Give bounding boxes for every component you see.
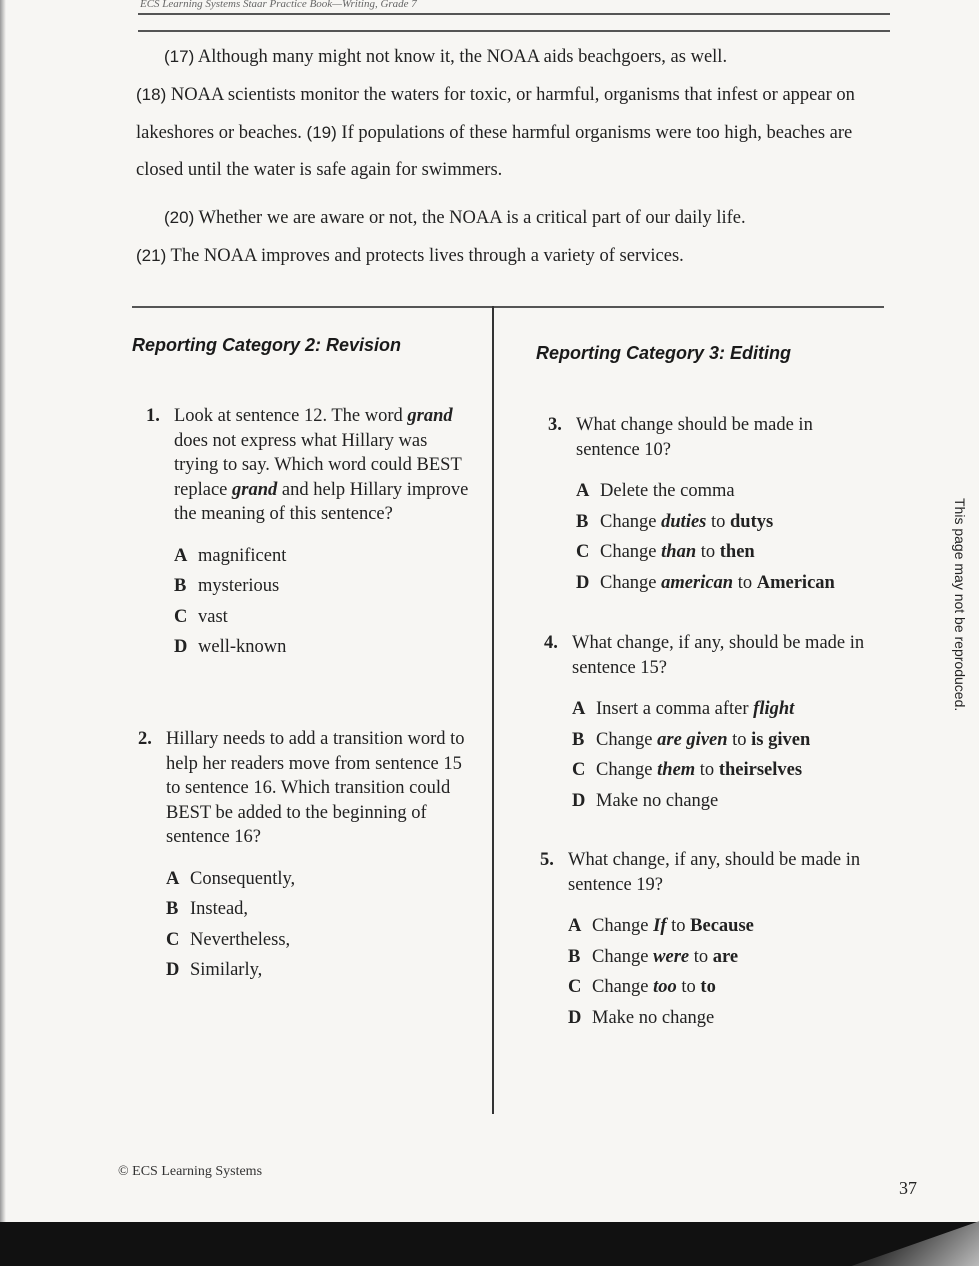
choice-text: to: [666, 916, 691, 936]
question-number: 1.: [146, 406, 160, 426]
choice-original: duties: [661, 511, 707, 532]
sentence-number: (17): [164, 47, 195, 66]
choice-original: american: [661, 572, 734, 593]
sentence-number: (20): [164, 208, 195, 227]
sentence-text: NOAA scientists monitor the waters for toxic, or harmful, organisms that infest or appear on lakeshores or beaches.: [136, 85, 855, 143]
choice-replacement: is given: [751, 729, 811, 750]
choice-letter: D: [576, 572, 590, 593]
sentence-number: (21): [136, 246, 167, 265]
choice-text: well-known: [198, 637, 287, 657]
passage-paragraph: [136, 199, 856, 275]
answer-choice[interactable]: [572, 725, 878, 756]
question-1: [146, 404, 476, 663]
answer-choice[interactable]: [576, 537, 878, 568]
choice-replacement: American: [756, 572, 835, 593]
choice-letter: B: [166, 899, 179, 919]
answer-choice[interactable]: [166, 955, 468, 986]
choice-letter: D: [568, 1007, 582, 1028]
answer-choice[interactable]: [568, 911, 878, 942]
stem-text: and help Hillary improve the meaning of this sentence?: [174, 479, 469, 524]
question-4: [544, 631, 878, 816]
choice-text: to: [727, 729, 752, 750]
choice-original: than: [661, 542, 697, 562]
answer-choice[interactable]: [572, 755, 878, 786]
sentence-number: (19): [306, 123, 337, 142]
column-divider: [492, 306, 494, 1114]
choice-original: too: [653, 977, 677, 997]
choice-text: Change: [592, 977, 654, 997]
choice-text: Insert a comma after: [596, 699, 754, 719]
stem-text: does not express what Hillary was trying to say. Which word could BEST replace: [174, 430, 462, 500]
choice-text: to: [696, 542, 720, 562]
choice-letter: A: [174, 545, 188, 566]
sentence-text: The NOAA improves and protects lives through a variety of services.: [166, 246, 684, 266]
choice-text: to: [695, 760, 719, 780]
choice-text: Make no change: [596, 790, 719, 811]
stem-text: Look at sentence 12. The word: [174, 406, 408, 426]
question-2: [138, 727, 468, 986]
answer-choices: [576, 476, 878, 598]
choice-letter: C: [166, 929, 180, 950]
choice-text: Change: [600, 572, 662, 593]
choice-text: Consequently,: [190, 868, 296, 889]
answer-choice[interactable]: [174, 632, 476, 663]
choice-text: Change: [592, 916, 654, 936]
choice-letter: C: [576, 542, 590, 562]
answer-choice[interactable]: [166, 864, 468, 895]
choice-letter: C: [568, 977, 582, 997]
answer-choice[interactable]: [568, 972, 878, 1003]
choice-letter: B: [568, 946, 581, 967]
reproduction-notice: This page may not be reproduced.: [952, 498, 968, 712]
question-stem: What change should be made in sentence 10?: [576, 415, 813, 460]
choice-original: are given: [657, 729, 728, 750]
choice-replacement: Because: [690, 916, 754, 936]
running-header: ECS Learning Systems Staar Practice Book—Writing, Grade 7: [140, 0, 417, 10]
choice-original: were: [653, 946, 690, 967]
choice-letter: A: [568, 916, 582, 936]
choice-text: Instead,: [190, 899, 249, 919]
choice-replacement: dutys: [730, 511, 774, 532]
choice-text: Nevertheless,: [190, 929, 291, 950]
answer-choice[interactable]: [576, 507, 878, 538]
answer-choices: [572, 694, 878, 816]
choice-replacement: to: [700, 977, 716, 997]
sentence-text: Whether we are aware or not, the NOAA is a critical part of our daily life.: [194, 208, 746, 228]
choice-letter: B: [174, 576, 187, 596]
choice-replacement: theirselves: [718, 760, 803, 780]
choice-text: Change: [596, 729, 658, 750]
answer-choice[interactable]: [572, 694, 878, 725]
sentence-text: Although many might not know it, the NOAA aids beachgoers, as well.: [194, 47, 728, 67]
answer-choice[interactable]: [568, 1003, 878, 1034]
answer-choice[interactable]: [166, 925, 468, 956]
question-5: [540, 848, 878, 1033]
answer-choice[interactable]: [174, 571, 476, 602]
choice-letter: D: [572, 790, 586, 811]
choice-original: them: [657, 760, 696, 780]
question-number: 3.: [548, 415, 562, 435]
answer-choice[interactable]: [576, 568, 878, 599]
answer-choices: [166, 864, 468, 986]
choice-text: Change: [592, 946, 654, 967]
passage-paragraph: [136, 38, 856, 189]
passage: [136, 38, 856, 285]
answer-choice[interactable]: [166, 894, 468, 925]
choice-text: to: [689, 946, 713, 967]
stem-text: Hillary needs to add a transition word to help her readers move from sentence 15 to sentence 16. Which transition could BEST be added to the beginning of sentence 16?: [166, 729, 465, 847]
answer-choice[interactable]: [576, 476, 878, 507]
sentence-text: If populations of these harmful organisms were too high, beaches are closed until the water is safe again for swimmers.: [136, 123, 853, 180]
page-number: 37: [899, 1178, 917, 1198]
choice-letter: A: [576, 481, 590, 501]
choice-text: magnificent: [198, 545, 287, 566]
choice-text: Change: [600, 542, 662, 562]
choice-text: to: [706, 511, 731, 532]
choice-letter: B: [576, 511, 589, 532]
question-stem: What change, if any, should be made in sentence 19?: [568, 850, 861, 895]
right-category-heading: Reporting Category 3: Editing: [536, 343, 792, 363]
answer-choice[interactable]: [174, 541, 476, 572]
choice-letter: C: [572, 760, 586, 780]
answer-choices: [174, 541, 476, 663]
choice-text: Make no change: [592, 1007, 715, 1028]
choice-original: flight: [753, 699, 795, 719]
choice-letter: A: [166, 868, 180, 889]
header-rule-lower: [138, 30, 890, 32]
question-number: 4.: [544, 633, 558, 653]
choice-letter: B: [572, 729, 585, 750]
question-stem: [174, 404, 476, 527]
choice-text: to: [733, 572, 757, 593]
choice-text: Change: [600, 511, 662, 532]
question-stem: What change, if any, should be made in sentence 15?: [572, 633, 865, 678]
question-stem: [166, 727, 468, 850]
question-number: 2.: [138, 729, 152, 749]
choice-text: vast: [198, 606, 228, 627]
choice-text: to: [676, 977, 701, 997]
answer-choice[interactable]: [174, 602, 476, 633]
choice-letter: D: [166, 960, 180, 980]
page-shadow-edge: [0, 0, 6, 1266]
stem-emphasis: grand: [407, 406, 453, 426]
scan-border: [0, 1222, 979, 1266]
choice-letter: A: [572, 699, 586, 719]
choice-letter: D: [174, 637, 188, 657]
choice-text: mysterious: [198, 576, 280, 596]
answer-choice[interactable]: [568, 942, 878, 973]
choice-replacement: then: [719, 542, 755, 562]
question-number: 5.: [540, 850, 554, 870]
choice-text: Delete the comma: [600, 481, 735, 501]
sentence-number: (18): [136, 85, 167, 104]
choice-text: Similarly,: [190, 960, 263, 980]
question-3: [548, 413, 878, 598]
header-rule: [138, 13, 890, 15]
choice-letter: C: [174, 606, 188, 627]
answer-choice[interactable]: [572, 786, 878, 817]
answer-choices: [568, 911, 878, 1033]
choice-replacement: are: [712, 946, 739, 967]
choice-text: Change: [596, 760, 658, 780]
section-divider: [132, 306, 884, 308]
choice-original: If: [653, 916, 667, 936]
stem-emphasis: grand: [232, 479, 278, 500]
left-category-heading: Reporting Category 2: Revision: [132, 335, 402, 355]
copyright-footer: © ECS Learning Systems: [118, 1164, 263, 1179]
